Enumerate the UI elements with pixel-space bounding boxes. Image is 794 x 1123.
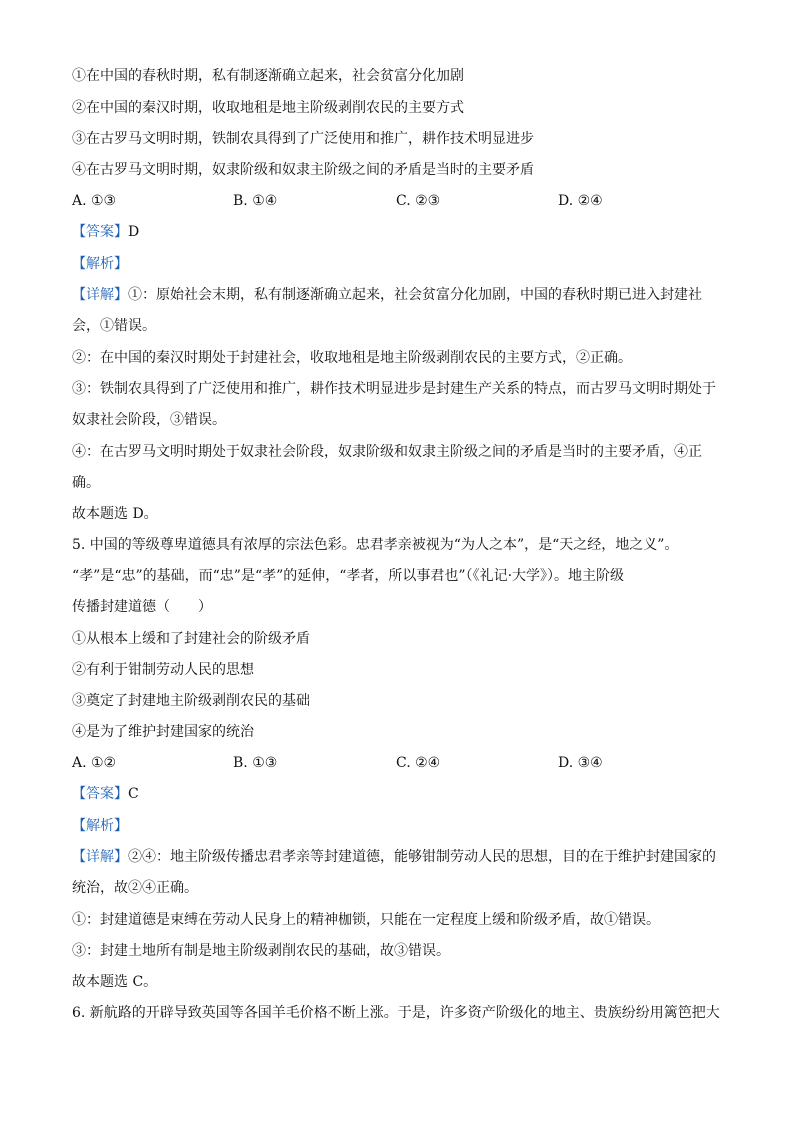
q5-detail-line-1 [72, 847, 718, 867]
q4-analysis-tag [72, 254, 718, 274]
q5-choice-c: C. ②④ [396, 755, 441, 771]
q5-conclusion: 故本题选 C。 [72, 974, 158, 990]
q5-option-2: ②有利于钳制劳动人民的思想 [72, 662, 254, 678]
q5-stem-line-3: 传播封建道德（ ） [72, 599, 212, 615]
q4-analysis-label: 【解析】 [72, 256, 128, 272]
q5-stem-line-1: 5. 中国的等级尊卑道德具有浓厚的宗法色彩。忠君孝亲被视为“为人之本”，是“天之经，地之义”。 [72, 537, 679, 553]
q5-analysis-label: 【解析】 [72, 818, 128, 834]
q5-answer-line [72, 784, 718, 804]
q5-choices [72, 753, 722, 773]
q4-choices [72, 191, 722, 211]
q4-option-4: ④在古罗马文明时期，奴隶阶级和奴隶主阶级之间的矛盾是当时的主要矛盾 [72, 162, 534, 178]
q5-choice-d: D. ③④ [558, 755, 603, 771]
q5-choice-b: B. ①③ [233, 755, 278, 771]
q5-option-4: ④是为了维护封建国家的统治 [72, 724, 254, 740]
q4-option-3: ③在古罗马文明时期，铁制农具得到了广泛使用和推广，耕作技术明显进步 [72, 131, 534, 147]
q6-stem-line-1: 6. 新航路的开辟导致英国等各国羊毛价格不断上涨。于是，许多资产阶级化的地主、贵族纷纷用篱笆把大 [72, 1005, 720, 1021]
q5-answer: C [128, 786, 139, 802]
q5-choice-a: A. ①② [72, 755, 117, 771]
q4-detail-line-6: ④：在古罗马文明时期处于奴隶社会阶段，奴隶阶级和奴隶主阶级之间的矛盾是当时的主要矛盾，④正 [72, 444, 702, 460]
q4-detail-line-4: ③：铁制农具得到了广泛使用和推广，耕作技术明显进步是封建生产关系的特点，而古罗马文明时期处于 [72, 381, 716, 397]
q5-analysis-tag [72, 816, 718, 836]
q5-option-1: ①从根本上缓和了封建社会的阶级矛盾 [72, 631, 310, 647]
q5-detail-line-2: 统治，故②④正确。 [72, 880, 198, 896]
q4-detail-line-1 [72, 285, 718, 305]
q5-option-3: ③奠定了封建地主阶级剥削农民的基础 [72, 693, 310, 709]
q4-detail-line-7: 确。 [72, 475, 100, 491]
q5-detail-text-1: ②④：地主阶级传播忠君孝亲等封建道德，能够钳制劳动人民的思想，目的在于维护封建国家的 [128, 849, 716, 865]
q5-detail-line-4: ③：封建土地所有制是地主阶级剥削农民的基础，故③错误。 [72, 943, 450, 959]
q4-answer-line [72, 222, 718, 242]
q5-answer-tag: 【答案】 [72, 786, 128, 802]
q4-detail-tag: 【详解】 [72, 287, 128, 303]
q4-choice-c: C. ②③ [396, 193, 441, 209]
q5-stem-line-2: “孝”是“忠”的基础，而“忠”是“孝”的延伸，“孝者，所以事君也”（《礼记·大学》）。地主阶级 [72, 568, 625, 584]
q4-detail-line-5: 奴隶社会阶段，③错误。 [72, 412, 226, 428]
q4-choice-d: D. ②④ [558, 193, 603, 209]
q4-option-2: ②在中国的秦汉时期，收取地租是地主阶级剥削农民的主要方式 [72, 100, 464, 116]
q4-detail-line-3: ②：在中国的秦汉时期处于封建社会，收取地租是地主阶级剥削农民的主要方式，②正确。 [72, 350, 632, 366]
q4-answer-tag: 【答案】 [72, 224, 128, 240]
q5-detail-tag: 【详解】 [72, 849, 128, 865]
q4-conclusion: 故本题选 D。 [72, 506, 158, 522]
q5-detail-line-3: ①：封建道德是束缚在劳动人民身上的精神枷锁，只能在一定程度上缓和阶级矛盾，故①错误。 [72, 912, 660, 928]
q4-choice-b: B. ①④ [233, 193, 278, 209]
q4-detail-text-1: ①：原始社会末期，私有制逐渐确立起来，社会贫富分化加剧，中国的春秋时期已进入封建社 [128, 287, 702, 303]
q4-option-1: ①在中国的春秋时期，私有制逐渐确立起来，社会贫富分化加剧 [72, 68, 464, 84]
q4-answer: D [128, 224, 140, 240]
q4-choice-a: A. ①③ [72, 193, 117, 209]
q4-detail-line-2: 会，①错误。 [72, 318, 156, 334]
